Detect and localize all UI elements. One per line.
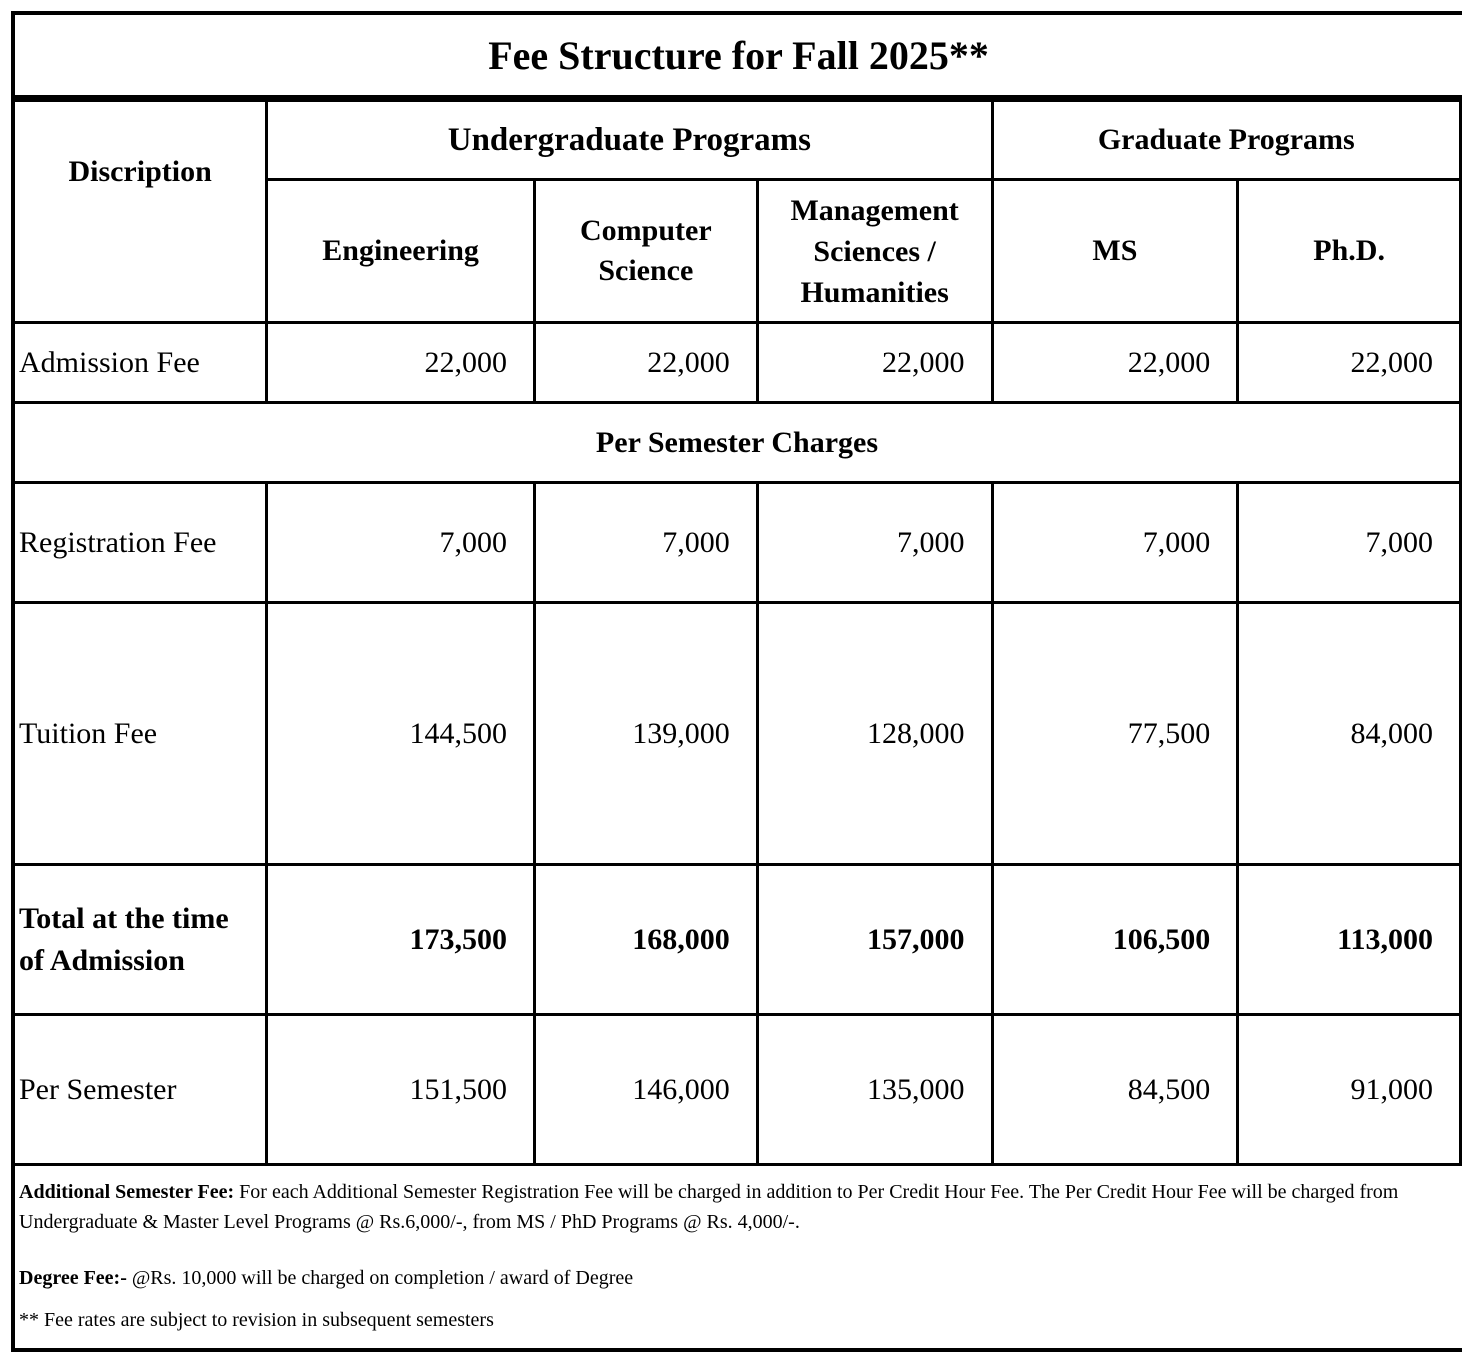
table-row-per-semester [15,1015,1461,1165]
fee-cell: 113,000 [1238,865,1461,1015]
fee-cell: 91,000 [1238,1015,1461,1165]
program-header-management: Management Sciences / Humanities [757,180,992,323]
fee-cell: 22,000 [757,323,992,403]
row-label: Tuition Fee [15,603,267,865]
fee-cell: 168,000 [534,865,757,1015]
program-header-ms: MS [992,180,1238,323]
row-label: Admission Fee [15,323,267,403]
fee-structure-sheet [11,11,1462,1352]
fee-cell: 7,000 [534,483,757,603]
fee-cell: 84,000 [1238,603,1461,865]
undergraduate-header: Undergraduate Programs [267,101,992,180]
fee-notes [19,1177,1449,1335]
fee-cell: 151,500 [267,1015,535,1165]
row-label: Registration Fee [15,483,267,603]
fee-cell: 157,000 [757,865,992,1015]
table-row-registration [15,483,1461,603]
description-header: Discription [15,101,267,323]
page-title: Fee Structure for Fall 2025** [15,15,1462,99]
fee-cell: 7,000 [992,483,1238,603]
fee-cell: 7,000 [267,483,535,603]
fee-cell: 84,500 [992,1015,1238,1165]
fee-cell: 173,500 [267,865,535,1015]
fee-cell: 7,000 [1238,483,1461,603]
degree-fee-note: Degree Fee:- @Rs. 10,000 will be charged on completion / award of Degree [19,1267,634,1289]
fee-cell: 144,500 [267,603,535,865]
fee-cell: 22,000 [1238,323,1461,403]
fee-cell: 22,000 [992,323,1238,403]
section-label: Per Semester Charges [15,403,1461,483]
fee-cell: 128,000 [757,603,992,865]
fee-cell: 135,000 [757,1015,992,1165]
section-row [15,403,1461,483]
table-row-total [15,865,1461,1015]
fee-cell: 106,500 [992,865,1238,1015]
fee-cell: 22,000 [534,323,757,403]
table-row-tuition [15,603,1461,865]
additional-semester-note: Additional Semester Fee: For each Additional Semester Registration Fee will be charged in addition to Per Credit Hour Fee. The Per Credit Hour Fee will be charged from Undergraduate & Master Level Programs @ Rs.6,000/-, from MS / PhD Programs @ Rs. 4,000/-. [19,1181,1399,1233]
fee-cell: 7,000 [757,483,992,603]
fee-cell: 139,000 [534,603,757,865]
row-label: Per Semester [15,1015,267,1165]
fee-cell: 146,000 [534,1015,757,1165]
program-header-engineering: Engineering [267,180,535,323]
table-row-admission [15,323,1461,403]
fee-cell: 22,000 [267,323,535,403]
graduate-header: Graduate Programs [992,101,1460,180]
program-header-phd: Ph.D. [1238,180,1461,323]
revision-note: ** Fee rates are subject to revision in subsequent semesters [19,1309,494,1331]
fee-cell: 77,500 [992,603,1238,865]
fee-table [15,99,1462,1166]
program-header-computer-science: Computer Science [534,180,757,323]
row-label: Total at the time of Admission [15,865,267,1015]
